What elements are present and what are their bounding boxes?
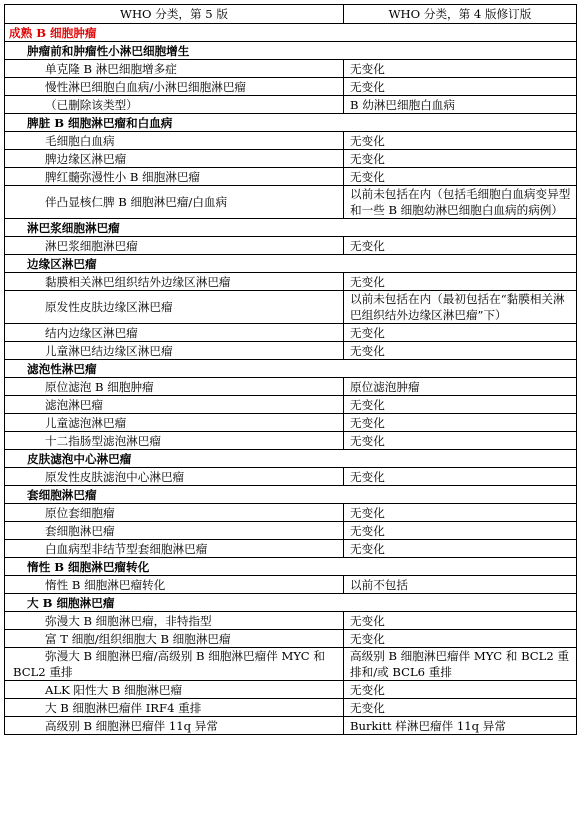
table-row — [5, 273, 577, 291]
previous-classification-cell: 无变化 — [344, 540, 577, 558]
table-row — [5, 432, 577, 450]
group-row — [5, 42, 577, 60]
previous-classification-cell: 无变化 — [344, 60, 577, 78]
group-row — [5, 486, 577, 504]
table-row — [5, 378, 577, 396]
entity-name-cell: 高级别 B 细胞淋巴瘤伴 11q 异常 — [5, 717, 344, 735]
previous-classification-cell: 无变化 — [344, 468, 577, 486]
entity-name-cell: 儿童淋巴结边缘区淋巴瘤 — [5, 342, 344, 360]
previous-classification-cell: 无变化 — [344, 681, 577, 699]
entity-name-cell: 脾边缘区淋巴瘤 — [5, 150, 344, 168]
entity-name-cell: 原发性皮肤滤泡中心淋巴瘤 — [5, 468, 344, 486]
entity-name-cell: 惰性 B 细胞淋巴瘤转化 — [5, 576, 344, 594]
group-heading: 淋巴浆细胞淋巴瘤 — [5, 219, 577, 237]
entity-name-cell: 白血病型非结节型套细胞淋巴瘤 — [5, 540, 344, 558]
entity-name-cell: 大 B 细胞淋巴瘤伴 IRF4 重排 — [5, 699, 344, 717]
group-heading: 惰性 B 细胞淋巴瘤转化 — [5, 558, 577, 576]
entity-name-cell: 慢性淋巴细胞白血病/小淋巴细胞淋巴瘤 — [5, 78, 344, 96]
table-row — [5, 396, 577, 414]
table-row — [5, 342, 577, 360]
previous-classification-cell: 无变化 — [344, 132, 577, 150]
table-row — [5, 630, 577, 648]
previous-classification-cell: 以前未包括在内（包括毛细胞白血病变异型和一些 B 细胞幼淋巴细胞白血病的病例） — [344, 186, 577, 219]
previous-classification-cell: 无变化 — [344, 78, 577, 96]
entity-name-cell: 单克隆 B 淋巴细胞增多症 — [5, 60, 344, 78]
entity-name-cell: （已删除该类型） — [5, 96, 344, 114]
previous-classification-cell: 无变化 — [344, 630, 577, 648]
previous-classification-cell: 无变化 — [344, 432, 577, 450]
entity-name-cell: 淋巴浆细胞淋巴瘤 — [5, 237, 344, 255]
group-row — [5, 255, 577, 273]
previous-classification-cell: 无变化 — [344, 396, 577, 414]
entity-name-cell: 十二指肠型滤泡淋巴瘤 — [5, 432, 344, 450]
table-row — [5, 78, 577, 96]
group-row — [5, 594, 577, 612]
previous-classification-cell: B 幼淋巴细胞白血病 — [344, 96, 577, 114]
table-row — [5, 612, 577, 630]
previous-classification-cell: 无变化 — [344, 612, 577, 630]
section-title: 成熟 B 细胞肿瘤 — [5, 24, 577, 42]
entity-name-cell: 伴凸显核仁脾 B 细胞淋巴瘤/白血病 — [5, 186, 344, 219]
table-header-row — [5, 5, 577, 24]
table-row — [5, 186, 577, 219]
previous-classification-cell: 无变化 — [344, 150, 577, 168]
previous-classification-cell: 无变化 — [344, 237, 577, 255]
table-row — [5, 237, 577, 255]
table-row — [5, 168, 577, 186]
table-row — [5, 681, 577, 699]
previous-classification-cell: 原位滤泡肿瘤 — [344, 378, 577, 396]
column-header-who4r: WHO 分类，第 4 版修订版 — [344, 5, 577, 24]
table-row — [5, 468, 577, 486]
group-row — [5, 450, 577, 468]
previous-classification-cell: 高级别 B 细胞淋巴瘤伴 MYC 和 BCL2 重排和/或 BCL6 重排 — [344, 648, 577, 681]
group-row — [5, 558, 577, 576]
table-row — [5, 522, 577, 540]
group-heading: 脾脏 B 细胞淋巴瘤和白血病 — [5, 114, 577, 132]
previous-classification-cell: 以前不包括 — [344, 576, 577, 594]
entity-name-cell: 结内边缘区淋巴瘤 — [5, 324, 344, 342]
table-row — [5, 96, 577, 114]
group-heading: 边缘区淋巴瘤 — [5, 255, 577, 273]
table-row — [5, 132, 577, 150]
table-row — [5, 540, 577, 558]
previous-classification-cell: 无变化 — [344, 504, 577, 522]
entity-name-cell: 套细胞淋巴瘤 — [5, 522, 344, 540]
table-row — [5, 291, 577, 324]
group-heading: 滤泡性淋巴瘤 — [5, 360, 577, 378]
entity-name-cell: ALK 阳性大 B 细胞淋巴瘤 — [5, 681, 344, 699]
table-row — [5, 324, 577, 342]
group-heading: 大 B 细胞淋巴瘤 — [5, 594, 577, 612]
entity-name-cell: 富 T 细胞/组织细胞大 B 细胞淋巴瘤 — [5, 630, 344, 648]
who-classification-table — [4, 4, 577, 735]
table-row — [5, 717, 577, 735]
entity-name-cell: 原位套细胞瘤 — [5, 504, 344, 522]
group-heading: 肿瘤前和肿瘤性小淋巴细胞增生 — [5, 42, 577, 60]
previous-classification-cell: 无变化 — [344, 342, 577, 360]
column-header-who5: WHO 分类，第 5 版 — [5, 5, 344, 24]
table-row — [5, 60, 577, 78]
table-row — [5, 576, 577, 594]
previous-classification-cell: 无变化 — [344, 522, 577, 540]
previous-classification-cell: 无变化 — [344, 414, 577, 432]
entity-name-cell: 黏膜相关淋巴组织结外边缘区淋巴瘤 — [5, 273, 344, 291]
group-row — [5, 114, 577, 132]
entity-name-cell: 弥漫大 B 细胞淋巴瘤，非特指型 — [5, 612, 344, 630]
entity-name-cell: 滤泡淋巴瘤 — [5, 396, 344, 414]
entity-name-cell: 脾红髓弥漫性小 B 细胞淋巴瘤 — [5, 168, 344, 186]
table-row — [5, 414, 577, 432]
entity-name-cell: 原发性皮肤边缘区淋巴瘤 — [5, 291, 344, 324]
previous-classification-cell: Burkitt 样淋巴瘤伴 11q 异常 — [344, 717, 577, 735]
group-row — [5, 360, 577, 378]
entity-name-cell: 原位滤泡 B 细胞肿瘤 — [5, 378, 344, 396]
group-row — [5, 219, 577, 237]
previous-classification-cell: 无变化 — [344, 699, 577, 717]
group-heading: 套细胞淋巴瘤 — [5, 486, 577, 504]
table-row — [5, 648, 577, 681]
group-heading: 皮肤滤泡中心淋巴瘤 — [5, 450, 577, 468]
table-row — [5, 150, 577, 168]
entity-name-cell: 弥漫大 B 细胞淋巴瘤/高级别 B 细胞淋巴瘤伴 MYC 和 BCL2 重排 — [5, 648, 344, 681]
entity-name-cell: 毛细胞白血病 — [5, 132, 344, 150]
table-row — [5, 699, 577, 717]
section-row — [5, 24, 577, 42]
previous-classification-cell: 以前未包括在内（最初包括在“黏膜相关淋巴组织结外边缘区淋巴瘤”下） — [344, 291, 577, 324]
table-row — [5, 504, 577, 522]
previous-classification-cell: 无变化 — [344, 324, 577, 342]
previous-classification-cell: 无变化 — [344, 273, 577, 291]
entity-name-cell: 儿童滤泡淋巴瘤 — [5, 414, 344, 432]
previous-classification-cell: 无变化 — [344, 168, 577, 186]
